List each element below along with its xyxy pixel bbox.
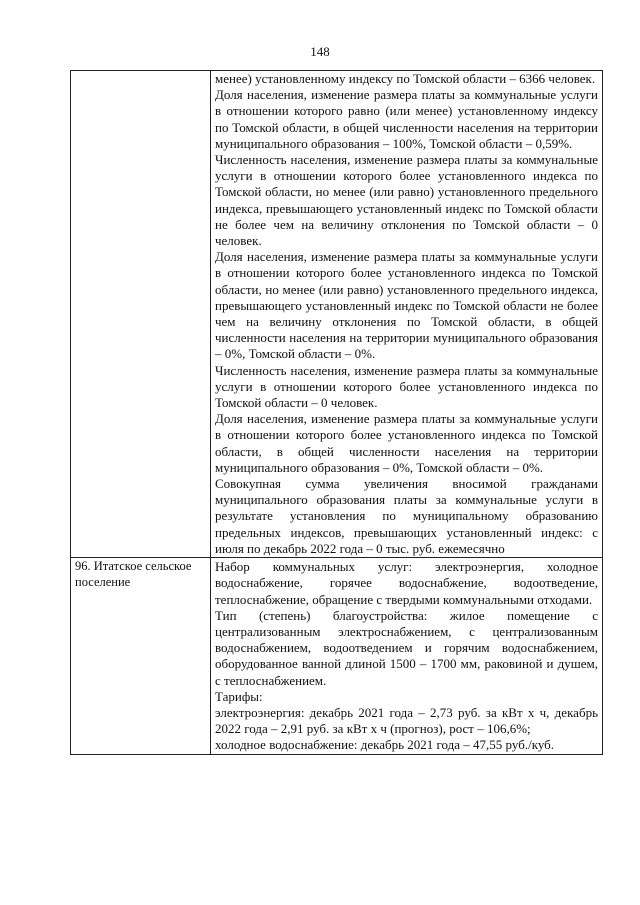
paragraph: Доля населения, изменение размера платы за коммунальные услуги в отношении которого равно (или менее) установленному индексу по Томской области, в общей численности населения на территории муниципального образования – 100%, Томской области – 0,59%. [215,87,598,151]
paragraph: холодное водоснабжение: декабрь 2021 года – 47,55 руб./куб. [215,737,555,753]
paragraph: Доля населения, изменение размера платы за коммунальные услуги в отношении которого более установленного индекса по Томской области, но менее (или равно) установленного предельного индекса, превышающего установленный индекс по Томской области не более чем на величину отклонения по Томской области, в общей численности населения на территории муниципального образования – 0%, Томской области – 0%. [215,249,598,362]
paragraph: Доля населения, изменение размера платы за коммунальные услуги в отношении которого более установленного индекса по Томской области, в общей численности населения на территории муниципального образования – 0%, Томской области – 0%. [215,411,598,475]
paragraph: Совокупная сумма увеличения вносимой гражданами муниципального образования платы за коммунальные услуги в результате установления по муниципальному образованию предельных индексов, превышающих установленный индекс: с июля по декабрь 2022 года – 0 тыс. руб. ежемесячно [215,476,598,556]
paragraph: Набор коммунальных услуг: электроэнергия, холодное водоснабжение, горячее водоснабжение, водоотведение, теплоснабжение, обращение с твердыми коммунальными отходами. [215,559,598,607]
page-number: 148 [310,44,330,59]
description-cell [211,71,603,558]
paragraph: Численность населения, изменение размера платы за коммунальные услуги в отношении которого более установленного индекса по Томской области, но менее (или равно) установленного предельного индекса, превышающего установленный индекс по Томской области не более чем на величину отклонения по Томской области – 0 человек. [215,152,598,249]
paragraph: менее) установленному индексу по Томской области – 6366 человек. [215,71,596,86]
paragraph: Тип (степень) благоустройства: жилое помещение с централизованным электроснабжением, с централизованным водоснабжением, водоотведением и горячим водоснабжением, оборудованное ванной длиной 1500 – 1700 мм, раковиной и душем, с теплоснабжением. [215,607,598,688]
tariff-table [70,70,603,755]
paragraph: Тарифы: [215,688,263,704]
settlement-cell [71,71,211,558]
table-row [71,71,603,558]
paragraph: электроэнергия: декабрь 2021 года – 2,73 руб. за кВт х ч, декабрь 2022 года – 2,91 руб. за кВт х ч (прогноз), рост – 106,6%; [215,704,598,737]
settlement-cell: 96. Итатское сельское поселение [71,558,211,754]
paragraph: Численность населения, изменение размера платы за коммунальные услуги в отношении которого более установленного индекса по Томской области – 0 человек. [215,362,598,411]
description-cell [211,558,603,754]
table-row [71,558,603,754]
